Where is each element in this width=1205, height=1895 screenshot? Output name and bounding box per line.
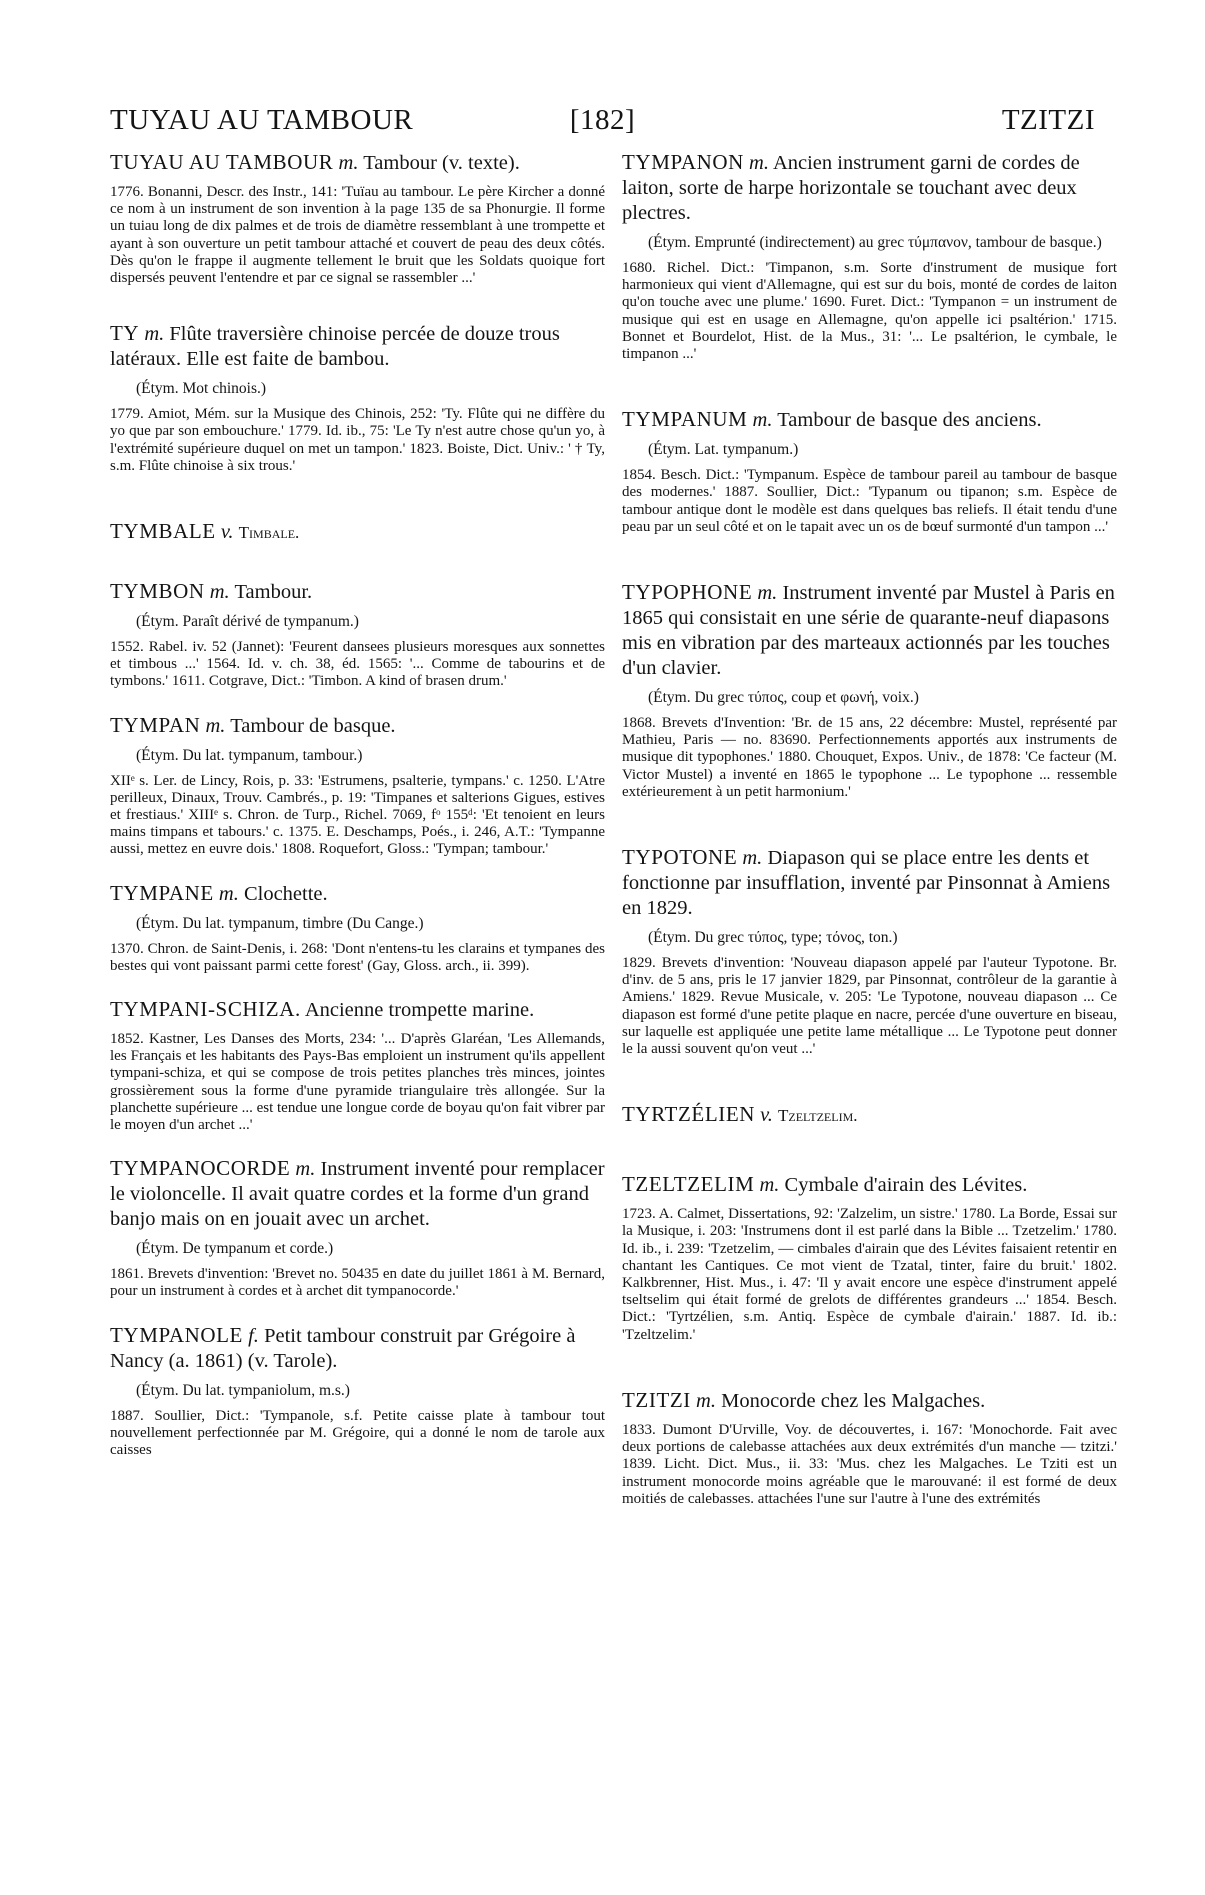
grammar: v. [760, 1104, 773, 1127]
headword: TYMPAN [110, 712, 201, 737]
headword: TY [110, 321, 140, 346]
citations: 1829. Brevets d'invention: 'Nouveau diapason appelé par l'auteur Typotone. Br. d'inv. de 5 ans, pris le 17 janvier 1829, par Pinsonnat, contrôleur de la garantie à Amiens.' 1829. Revue Musicale, v. 205: 'Le Typotone, nouveau diapason ... Ce diapason est formé d'une petite plaque en nacre, percée d'une ouverture en biseau, sur laquelle est appliquée une petite lame métallique ... Le Typotone peut donner le la aussi souvent qu'on veut ...' [622, 955, 1117, 1058]
headword: TYMPANON [622, 150, 744, 174]
definition: Tambour de basque des anciens. [777, 409, 1042, 432]
etymology: (Étym. Du lat. tympanum, timbre (Du Cange.) [136, 914, 424, 932]
cross-reference: Timbale. [238, 523, 300, 543]
citations: 1833. Dumont D'Urville, Voy. de découvertes, i. 167: 'Monochorde. Fait avec deux portions de calebasse attachées aux deux extrémités d'un manche — tzitzi.' 1839. Licht. Dict. Mus., ii. 33: 'Mus. chez les Malgaches. Le Tziti est un instrument monocorde moins agréable que le marouvané: il est formé de deux moitiés de calebasses. attachées l'une sur l'autre à l'une des extrémités [622, 1421, 1117, 1507]
grammar: m. [218, 882, 239, 905]
headword: TYMPANI-SCHIZA. [110, 997, 301, 1022]
citations: 1680. Richel. Dict.: 'Timpanon, s.m. Sorte d'instrument de musique fort harmonieux qui vient d'Allemagne, qui est sur du bois, monté de cordes de laiton qu'on touche avec une plume.' 1690. Furet. Dict.: 'Tympanon = un instrument de musique qui est en usage en Allemagne, qu'on appelle ici psaltérion.' 1715. Bonnet et Bourdelot, Hist. de la Mus., 31: '... Le psaltérion, le cymbale, le timpanon ...' [622, 260, 1117, 363]
citations: XIIᵉ s. Ler. de Lincy, Rois, p. 33: 'Estrumens, psalterie, tympans.' c. 1250. L'Atre perilleux, Dinaux, Trouv. Cambrés., p. 19: 'Timpanes et salterions Gigues, estives et frestiaus.' XIIIᵉ s. Chron. de Turp., Richel. 7069, fᵒ 155ᵈ: 'Et tenoient en leurs mains timpans et tabours.' c. 1375. E. Deschamps, Poés., i. 246, A.T.: 'Tympanne aussi, mettez en euvre dois.' 1808. Roquefort, Gloss.: 'Tympan; tambour.' [110, 772, 605, 858]
citations: 1868. Brevets d'Invention: 'Br. de 15 ans, 22 décembre: Mustel, représenté par Mathieu, Paris — no. 83690. Perfectionnements apportés aux instruments de musique dit typophones.' 1880. Chouquet, Expos. Univ., de 1878: 'Ce facteur (M. Victor Mustel) a inventé en 1865 le typophone ... Le typophone ... ressemble extérieurement à un petit harmonium.' [622, 715, 1117, 800]
running-head [110, 104, 1095, 146]
grammar: m. [696, 1389, 716, 1412]
grammar: m. [295, 1158, 316, 1181]
headword: TUYAU AU TAMBOUR [110, 150, 334, 174]
entry-tympani-schiza [110, 997, 605, 1134]
headword: TYMPANE [110, 880, 214, 905]
citations: 1776. Bonanni, Descr. des Instr., 141: 'Tuïau au tambour. Le père Kircher a donné ce nom à un instrument de son invention à la page 135 de sa Phonurgie. Il forme un tuiau long de dix palmes et de trois de diamètre ressemblant à une trompette et ayant à son ouverture un petit tambour attaché et couvert de peau des deux côtés. Dès qu'on le frappe il augmente tellement le bruit que les Soldats quoique fort dispersés peuvent l'entendre et par ce signal se rassembler ...' [110, 184, 605, 287]
left-column [110, 150, 605, 1459]
definition: Monocorde chez les Malgaches. [721, 1389, 986, 1412]
entry-tymbon [110, 579, 605, 691]
cross-reference: Tzeltzelim. [778, 1106, 858, 1126]
grammar: m. [209, 581, 230, 604]
definition: Ancien instrument garni de cordes de laiton, sorte de harpe horizontale se touchant avec deux plectres. [622, 152, 1080, 224]
definition: Diapason qui se place entre les dents et fonctionne par insufflation, inventé par Pinsonnat à Amiens en 1829. [622, 847, 1111, 920]
definition: Instrument inventé par Mustel à Paris en 1865 qui consistait en une série de quarante-neuf diapasons mis en vibration par des marteaux actionnés par les touches d'un clavier. [622, 582, 1115, 680]
headword: TYPOTONE [622, 845, 738, 870]
grammar: m. [759, 1174, 780, 1197]
headword: TYPOPHONE [622, 580, 753, 605]
definition: Petit tambour construit par Grégoire à Nancy (a. 1861) (v. Tarole). [110, 1324, 576, 1372]
etymology: (Étym. Du lat. tympanum, tambour.) [136, 746, 363, 764]
definition: Clochette. [243, 882, 328, 905]
entry-tympane [110, 881, 605, 975]
definition: Tambour. [234, 581, 313, 604]
etymology: (Étym. Du lat. tympaniolum, m.s.) [136, 1381, 350, 1399]
headword: TZELTZELIM [622, 1172, 755, 1197]
headword: TYMPANOCORDE [110, 1156, 291, 1181]
citations: 1852. Kastner, Les Danses des Morts, 234: '... D'après Glaréan, 'Les Allemands, les Français et les habitants des Pays-Bas emploient un instrument qu'ils appellent tympani-schiza, et qui se compose de trois petites planches très minces, jointes grossièrement sous la forme d'une pyramide triangulaire très allongée. Sur la planchette supérieure ... est tendue une longue corde de boyau qu'on fait vibrer par le moyen d'un archet ...' [110, 1031, 606, 1134]
right-column [622, 150, 1117, 1508]
headword: TYMPANOLE [110, 1322, 243, 1347]
definition: Ancienne trompette marine. [304, 999, 535, 1022]
etymology: (Étym. De tympanum et corde.) [136, 1240, 334, 1258]
citations: 1861. Brevets d'invention: 'Brevet no. 50435 en date du juillet 1861 à M. Bernard, pour un instrument à cordes et à archet dit tympanocorde.' [110, 1266, 605, 1300]
grammar: m. [749, 152, 769, 174]
etymology: (Étym. Du grec τύπος, type; τόνος, ton.) [648, 929, 898, 947]
headword: TYMBALE [110, 519, 216, 544]
grammar: f. [248, 1324, 259, 1347]
citations: 1723. A. Calmet, Dissertations, 92: 'Zalzelim, un sistre.' 1780. La Borde, Essai sur la Musique, i. 203: 'Instrumens dont il est parlé dans la Bible ... Tzetzelim.' 1780. Id. ib., i. 239: 'Tzetzelim, — cimbales d'airain que des Lévites faisaient retentir en chantant les Cantiques. Ce mot vient de Tzatal, tinter, faire du bruit.' 1802. Kalkbrenner, Hist. Mus., i. 47: 'Il y avait encore une espèce d'instrument appelé tseltselim qui était formé de grelots de différentes grandeurs ...' 1854. Besch. Dict.: 'Tyrtzélien, s.m. Antiq. Espèce de cymbale d'airain.' 1887. Id. ib.: 'Tzeltzelim.' [622, 1206, 1117, 1343]
grammar: m. [752, 409, 773, 432]
headword: TYMPANUM [622, 407, 748, 432]
citations: 1552. Rabel. iv. 52 (Jannet): 'Feurent dansees plusieurs moresques aux sonnettes et timbous ...' 1564. Id. v. ch. 38, éd. 1565: '... Comme de tabourins et de tymbons.' 1611. Cotgrave, Dict.: 'Timbon. A kind of brasen drum.' [110, 639, 605, 690]
etymology: (Étym. Du grec τύπος, coup et φωνή, voix.) [648, 689, 919, 707]
definition: Tambour de basque. [230, 714, 396, 737]
headword: TYMBON [110, 579, 205, 604]
etymology: (Étym. Mot chinois.) [136, 380, 267, 398]
entry-ty [110, 321, 605, 475]
citations: 1370. Chron. de Saint-Denis, i. 268: 'Dont n'entens-tu les clarains et tympanes des bestes qui vont paissant parmi cette forest' (Gay, Gloss. arch., ii. 399). [110, 940, 605, 974]
entry-tympanon [622, 150, 1117, 363]
page-number: [182] [569, 104, 636, 136]
running-head-right: TZITZI [1001, 104, 1095, 136]
headword: TZITZI [622, 1387, 691, 1412]
entry-tyrtzelien [622, 1102, 1117, 1128]
entry-typophone [622, 580, 1117, 801]
running-head-left: TUYAU AU TAMBOUR [110, 104, 414, 136]
etymology: (Étym. Paraît dérivé de tympanum.) [136, 613, 359, 631]
grammar: m. [338, 152, 359, 174]
entry-tzeltzelim [622, 1172, 1117, 1344]
grammar: m. [742, 847, 763, 870]
grammar: m. [757, 582, 778, 605]
definition: Instrument inventé pour remplacer le violoncelle. Il avait quatre cordes et la forme d'un grand banjo mais on en jouait avec un archet. [110, 1158, 605, 1231]
entry-tzitzi [622, 1388, 1117, 1508]
entry-tymbale [110, 519, 605, 545]
definition: Flûte traversière chinoise percée de douze trous latéraux. Elle est faite de bambou. [110, 323, 560, 371]
etymology: (Étym. Lat. tympanum.) [648, 441, 799, 459]
grammar: m. [144, 323, 165, 346]
entry-tympan [110, 713, 605, 859]
grammar: v. [220, 521, 234, 544]
citations: 1887. Soullier, Dict.: 'Tympanole, s.f. Petite caisse plate à tambour tout nouvellement perfectionnée par M. Grégoire, qui a donné le nom de tarole aux caisses [110, 1407, 605, 1459]
citations: 1854. Besch. Dict.: 'Tympanum. Espèce de tambour pareil au tambour de basque des modernes.' 1887. Soullier, Dict.: 'Typanum ou tipanon; s.m. Espèce de tambour antique dont le modèle est dans quelques bas reliefs. Il était tendu d'une peau par un seul côté et on le tapait avec un os de bœuf surmonté d'un tampon ...' [622, 467, 1117, 535]
headword: TYRTZÉLIEN [622, 1102, 756, 1127]
definition: Tambour (v. texte). [363, 152, 520, 174]
entry-tympanum [622, 407, 1117, 536]
entry-tympanole [110, 1323, 605, 1460]
entry-typotone [622, 845, 1117, 1058]
entry-tuyau-au-tambour [110, 150, 605, 287]
definition: Cymbale d'airain des Lévites. [784, 1174, 1028, 1197]
citations: 1779. Amiot, Mém. sur la Musique des Chinois, 252: 'Ty. Flûte qui ne diffère du yo que par son embouchure.' 1779. Id. ib., 75: 'Le Ty n'est autre chose qu'un yo, à l'extrémité supérieure duquel on met un tampon.' 1823. Boiste, Dict. Univ.: ' † Ty, s.m. Flûte chinoise à six trous.' [110, 406, 605, 474]
etymology: (Étym. Emprunté (indirectement) au grec τύμπανον, tambour de basque.) [648, 234, 1102, 251]
grammar: m. [205, 714, 226, 737]
entry-tympanocorde [110, 1156, 605, 1300]
